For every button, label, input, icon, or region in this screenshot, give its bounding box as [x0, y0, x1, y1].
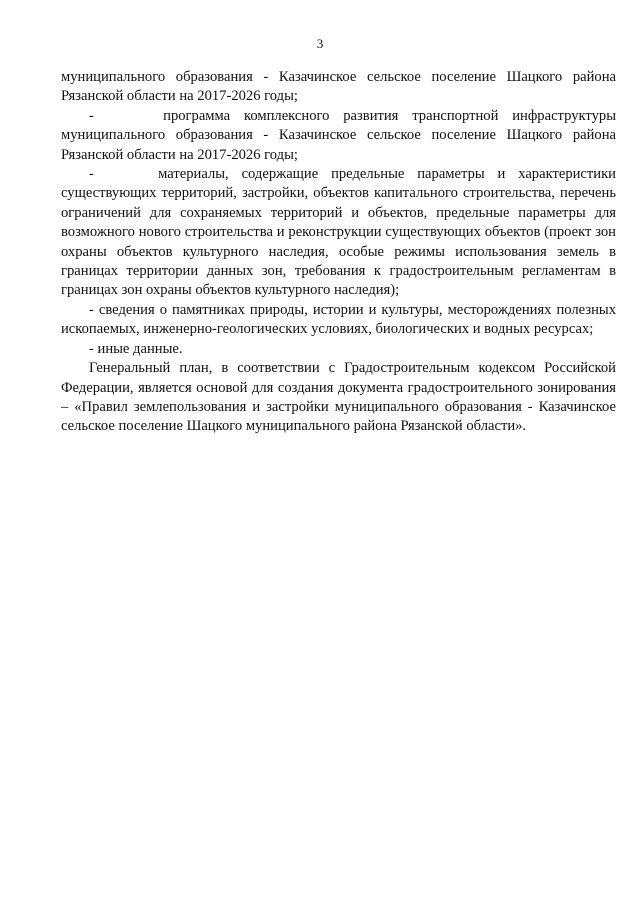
body-text — [61, 68, 616, 437]
paragraph-transport-program: - программа комплексного развития транспортной инфраструктуры муниципального образования - Казачинское сельское поселение Шацкого района Рязанской области на 2017-2026 годы; — [61, 107, 616, 163]
paragraph-other-data: - иные данные. — [89, 340, 183, 357]
paragraph-monuments: - сведения о памятниках природы, истории и культуры, месторождениях полезных ископаемых, инженерно-геологических условиях, биологических и водных ресурсах; — [61, 301, 616, 338]
paragraph-materials: - материалы, содержащие предельные параметры и характеристики существующих территорий, застройки, объектов капитального строительства, перечень ограничений для сохраняемых территорий и объектов, предельные параметры для возможного нового строительства и реконструкции существующих объектов (проект зон охраны объектов культурного наследия, особые режимы использования земель в границах территории данных зон, требования к градостроительным регламентам в границах зон охраны объектов культурного наследия); — [61, 166, 616, 299]
paragraph-continuation-program: муниципального образования - Казачинское сельское поселение Шацкого района Рязанской области на 2017-2026 годы; — [61, 69, 616, 105]
paragraph-general-plan: Генеральный план, в соответствии с Градостроительным кодексом Российской Федерации, является основой для создания документа градостроительного зонирования – «Правил землепользования и застройки муниципального образования - Казачинское сельское поселение Шацкого муниципального района Рязанской области». — [61, 360, 616, 435]
page-number: 3 — [316, 36, 324, 51]
